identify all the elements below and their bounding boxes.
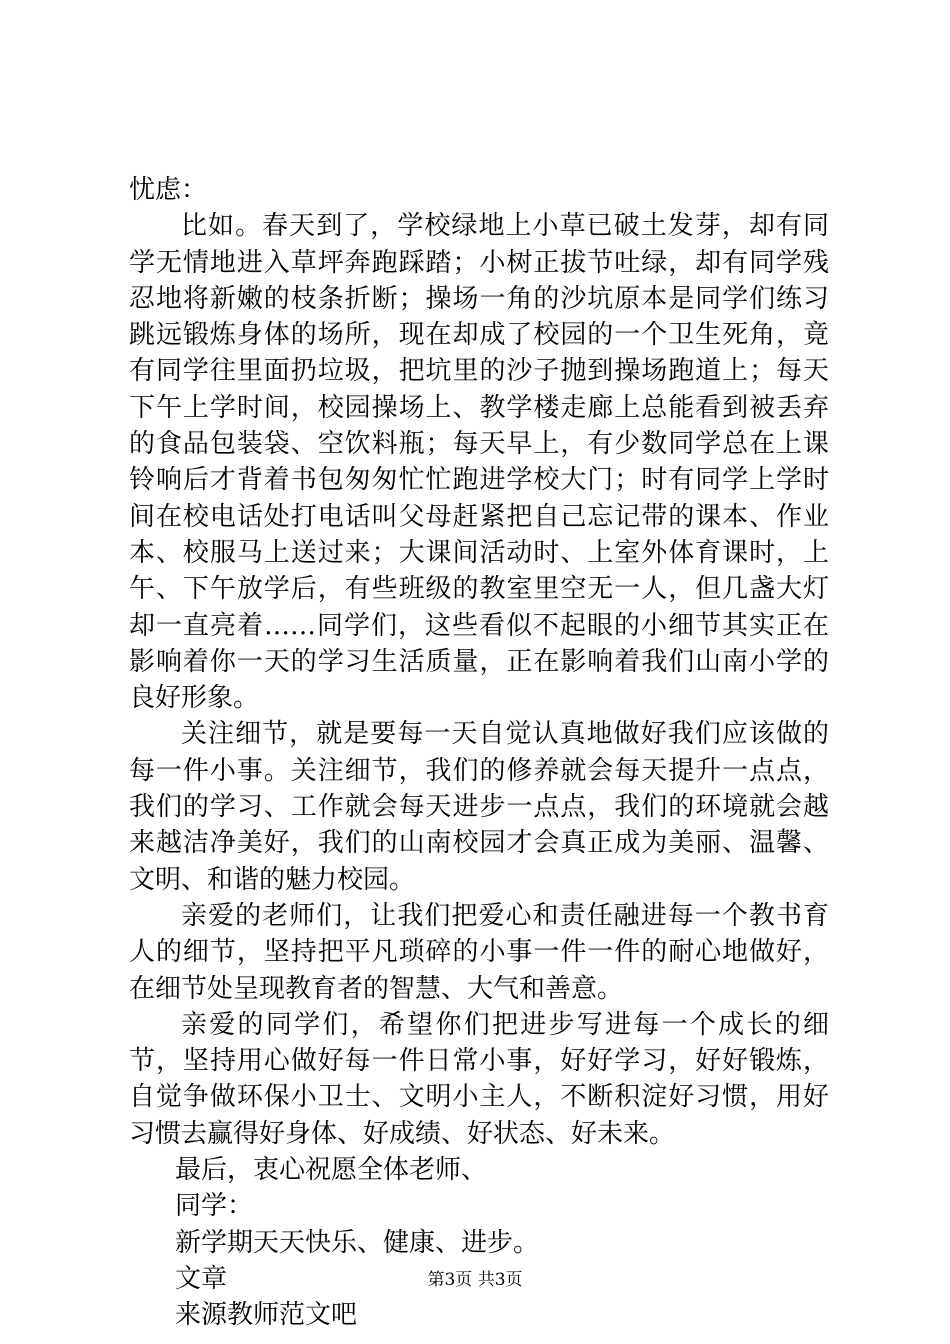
paragraph-focus-details: 关注细节，就是要每一天自觉认真地做好我们应该做的每一件小事。关注细节，我们的修养就会每天提升一点点，我们的学习、工作就会每天进步一点点，我们的环境就会越来越洁净美好，我们的山南校园才会真正成为美丽、温馨、文明、和谐的魅力校园。 bbox=[129, 719, 829, 895]
paragraph-students: 亲爱的同学们，希望你们把进步写进每一个成长的细节，坚持用心做好每一件日常小事，好好学习，好好锻炼，自觉争做环保小卫士、文明小主人，不断积淀好习惯，用好习惯去赢得好身体、好成绩、好状态、好未来。 bbox=[129, 1009, 829, 1149]
closing-line-students: 同学： bbox=[175, 1191, 254, 1222]
closing-line-wishes: 最后，衷心祝愿全体老师、 bbox=[175, 1155, 488, 1186]
document-body bbox=[129, 172, 829, 1334]
page-number-footer: 第3页 共3页 bbox=[427, 1270, 523, 1290]
closing-line-source: 来源教师范文吧 bbox=[175, 1300, 358, 1331]
closing-line-new-term: 新学期天天快乐、健康、进步。 bbox=[175, 1227, 540, 1258]
closing-line-article: 文章 bbox=[175, 1263, 228, 1294]
paragraph-opening: 忧虑： bbox=[129, 175, 208, 205]
paragraph-examples: 比如。春天到了，学校绿地上小草已破土发芽，却有同学无情地进入草坪奔跑踩踏；小树正拔节吐绿，却有同学残忍地将新嫩的枝条折断；操场一角的沙坑原本是同学们练习跳远锻炼身体的场所，现在却成了校园的一个卫生死角，竟有同学往里面扔垃圾，把坑里的沙子抛到操场跑道上；每天下午上学时间，校园操场上、教学楼走廊上总能看到被丢弃的食品包装袋、空饮料瓶；每天早上，有少数同学总在上课铃响后才背着书包匆匆忙忙跑进学校大门；时有同学上学时间在校电话处打电话叫父母赶紧把自己忘记带的课本、作业本、校服马上送过来；大课间活动时、上室外体育课时，上午、下午放学后，有些班级的教室里空无一人，但几盏大灯却一直亮着……同学们，这些看似不起眼的小细节其实正在影响着你一天的学习生活质量，正在影响着我们山南小学的良好形象。 bbox=[129, 211, 829, 714]
paragraph-teachers: 亲爱的老师们，让我们把爱心和责任融进每一个教书育人的细节，坚持把平凡琐碎的小事一件一件的耐心地做好，在细节处呈现教育者的智慧、大气和善意。 bbox=[129, 900, 829, 1004]
